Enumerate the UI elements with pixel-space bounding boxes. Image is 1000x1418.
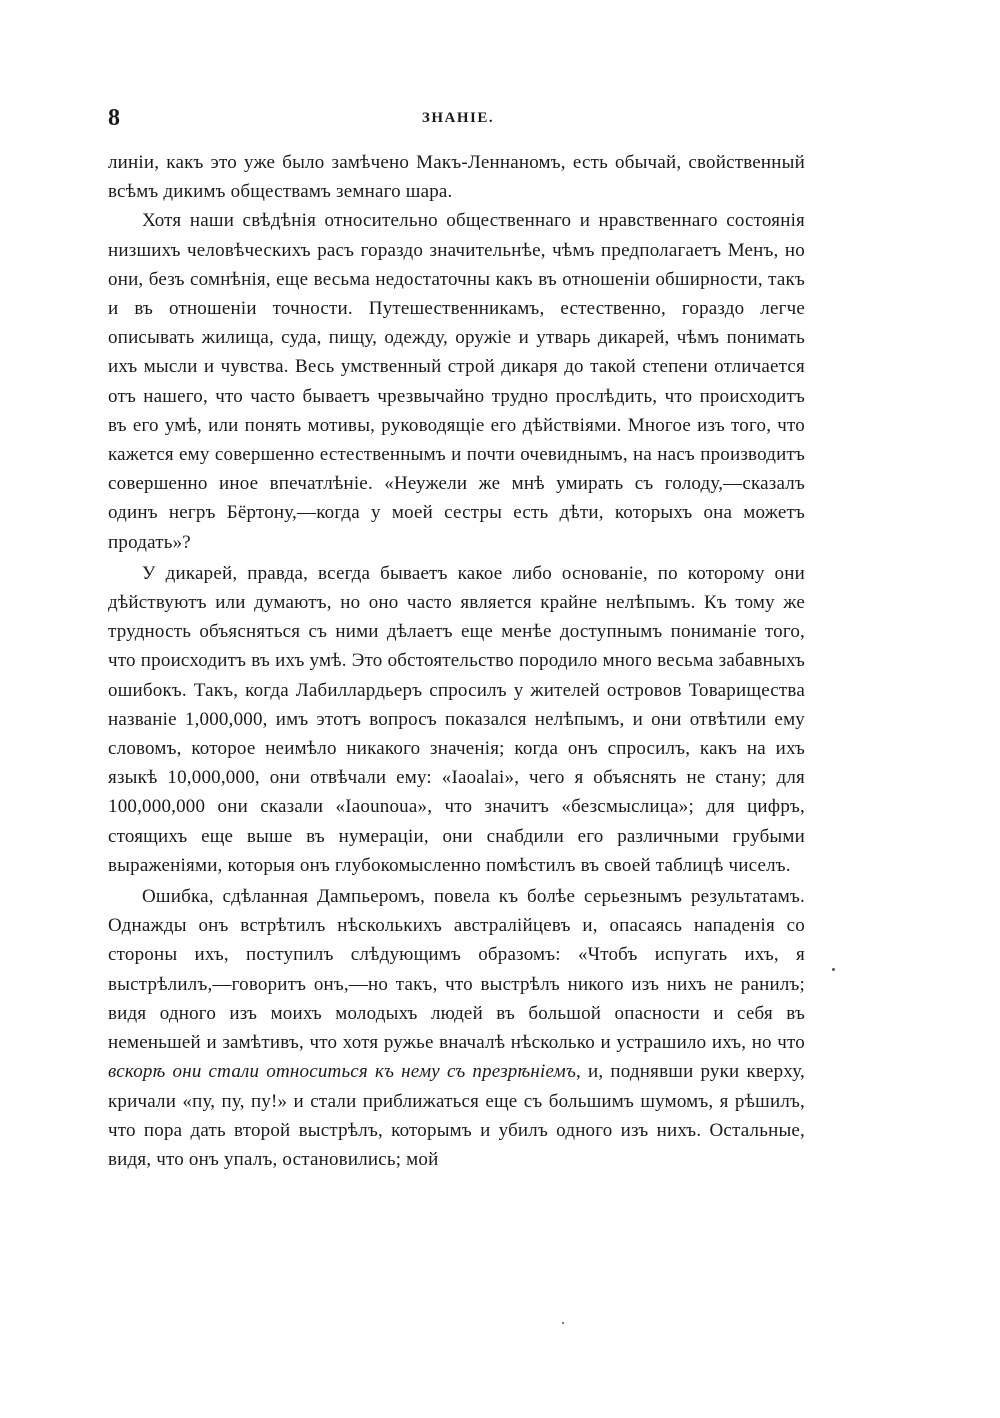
paragraph-1: линіи, какъ это уже было замѣчено Макъ-Леннаномъ, есть обычай, свойственный всѣмъ дикимъ обществамъ земнаго шара. bbox=[108, 152, 805, 203]
body-text bbox=[108, 148, 805, 1174]
page-header bbox=[108, 100, 808, 136]
paragraph-4-text-end: , и, поднявши руки кверху, кричали «пу, пу, пу!» и стали приближаться еще съ большимъ шумомъ, я рѣшилъ, что пора дать второй выстрѣлъ, которымъ и убилъ одного изъ нихъ. Остальные, видя, что онъ упалъ, остановились; мой bbox=[108, 1061, 805, 1170]
paragraph-4 bbox=[108, 882, 805, 1174]
paragraph-4-text-start: Ошибка, сдѣланная Дампьеромъ, повела къ болѣе серьезнымъ результатамъ. Однажды онъ встрѣтилъ нѣсколькихъ австралійцевъ и, опасаясь нападенія со стороны ихъ, поступилъ слѣдующимъ образомъ: «Чтобъ испугать ихъ, я выстрѣлилъ,—говоритъ онъ,—но такъ, что выстрѣлъ никого изъ нихъ не ранилъ; видя одного изъ моихъ молодыхъ людей въ большой опасности и себя въ неменьшей и замѣтивъ, что хотя ружье вначалѣ нѣсколько и устрашило ихъ, но что bbox=[108, 886, 805, 1054]
print-speck bbox=[832, 968, 835, 971]
print-speck bbox=[562, 1322, 564, 1324]
paragraph-4-italic-phrase: вскорѣ они стали относиться къ нему съ презрѣніемъ bbox=[108, 1061, 577, 1083]
page-number: 8 bbox=[108, 105, 120, 131]
running-title: ЗНАНІЕ. bbox=[421, 110, 495, 126]
paragraph-2: Хотя наши свѣдѣнія относительно общественнаго и нравственнаго состоянія низшихъ человѣческихъ расъ гораздо значительнѣе, чѣмъ предполагаетъ Менъ, но они, безъ сомнѣнія, еще весьма недостаточны какъ въ отношеніи обширности, такъ и въ отношеніи точности. Путешественникамъ, естественно, гораздо легче описывать жилища, суда, пищу, одежду, оружіе и утварь дикарей, чѣмъ понимать ихъ мысли и чувства. Весь умственный строй дикаря до такой степени отличается отъ нашего, что часто бываетъ чрезвычайно трудно прослѣдить, что происходитъ въ его умѣ, или понять мотивы, руководящіе его дѣйствіями. Многое изъ того, что кажется ему совершенно естественнымъ и почти очевиднымъ, на насъ производитъ совершенно иное впечатлѣніе. «Неужели же мнѣ умирать съ голоду,—сказалъ одинъ негръ Бёртону,—когда у моей сестры есть дѣти, которыхъ она можетъ продать»? bbox=[108, 210, 805, 553]
paragraph-3: У дикарей, правда, всегда бываетъ какое либо основаніе, по которому они дѣйствуютъ или думаютъ, но оно часто является крайне нелѣпымъ. Къ тому же трудность объясняться съ ними дѣлаетъ еще менѣе доступнымъ пониманіе того, что происходитъ въ ихъ умѣ. Это обстоятельство породило много весьма забавныхъ ошибокъ. Такъ, когда Лабиллардьеръ спросилъ у жителей островов Товарищества названіе 1,000,000, имъ этотъ вопросъ показался нелѣпымъ, и они отвѣтили ему словомъ, которое неимѣло никакого значенія; когда онъ спросилъ, какъ на ихъ языкѣ 10,000,000, они отвѣчали ему: «Iaoalai», чего я объяснять не стану; для 100,000,000 они сказали «Iaounoua», что значитъ «безсмыслица»; для цифръ, стоящихъ еще выше въ нумераціи, они снабдили его различными грубыми выраженіями, которыя онъ глубокомысленно помѣстилъ въ своей таблицѣ чиселъ. bbox=[108, 562, 805, 876]
